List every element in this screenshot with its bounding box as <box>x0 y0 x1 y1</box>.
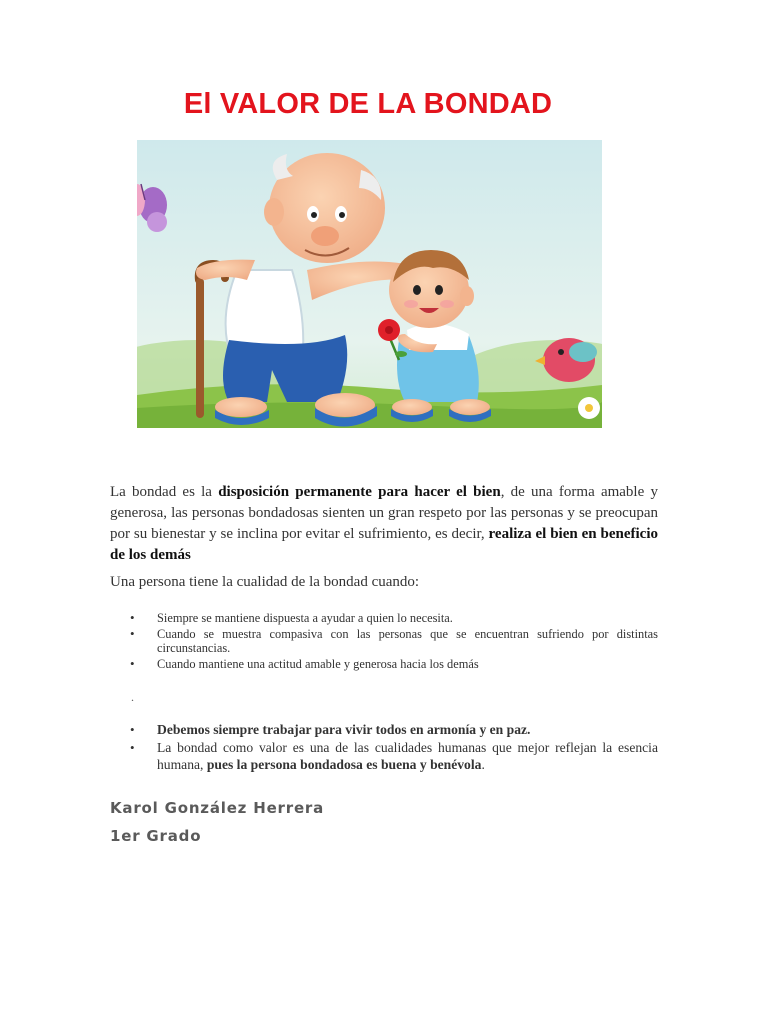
page-title: El VALOR DE LA BONDAD <box>183 88 553 120</box>
qualities-list <box>110 611 658 672</box>
conclusion-list <box>110 721 658 774</box>
intro-paragraph: La bondad es la disposición permanente para hacer el bien, de una forma amable y generosa, las personas bondadosas sienten un gran respeto por las personas y se preocupan por su bienestar y se inclina por evitar el sufrimiento, es decir, realiza el bien en beneficio de los demás <box>110 484 658 563</box>
list-item: • Siempre se mantiene dispuesta a ayudar a quien lo necesita. <box>110 611 658 626</box>
author-name: Karol González Herrera <box>110 799 325 817</box>
list-item: • Debemos siempre trabajar para vivir todos en armonía y en paz. <box>110 721 658 739</box>
separator-dot: . <box>131 690 134 704</box>
grandfather-grandchild-illustration <box>137 140 602 428</box>
list-item: • Cuando mantiene una actitud amable y generosa hacia los demás <box>110 657 658 672</box>
list-item: • Cuando se muestra compasiva con las personas que se encuentran sufriendo por distintas circunstancias. <box>110 627 658 656</box>
qualities-intro-paragraph: Una persona tiene la cualidad de la bondad cuando: <box>110 574 420 590</box>
author-grade: 1er Grado <box>110 827 202 845</box>
list-item: • La bondad como valor es una de las cualidades humanas que mejor reflejan la esencia humana, pues la persona bondadosa es buena y benévola. <box>110 739 658 774</box>
flower-decoration <box>578 397 600 419</box>
